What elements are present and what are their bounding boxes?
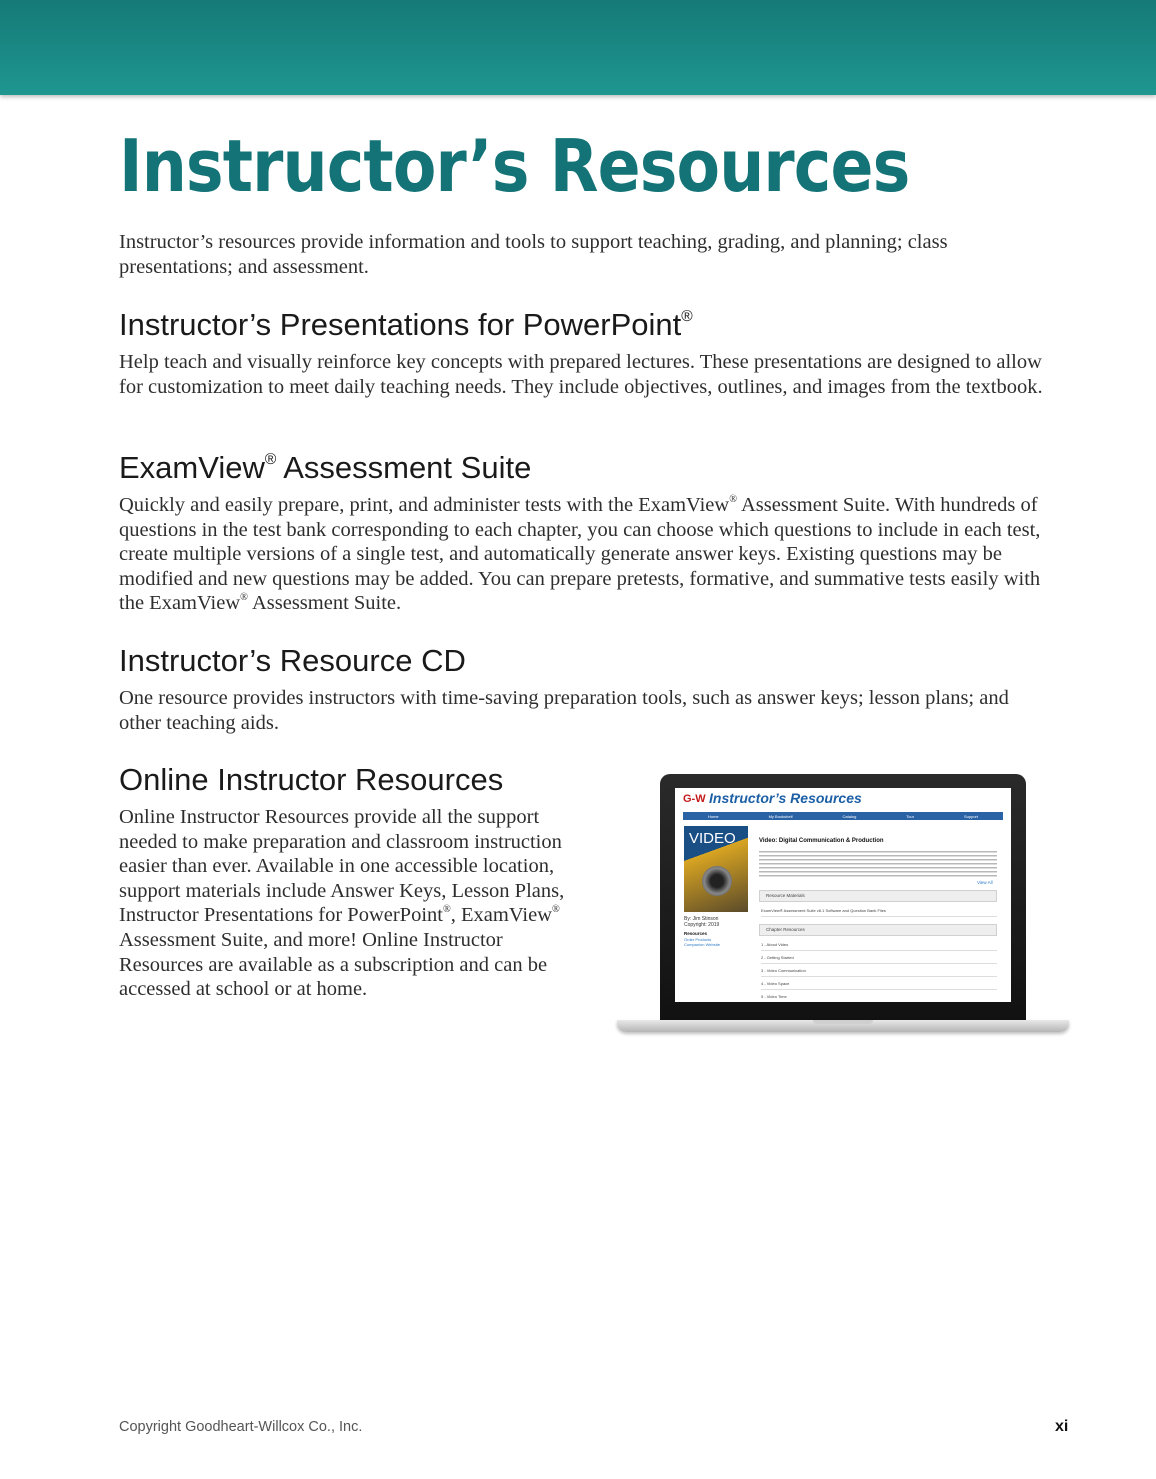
- page-number: xi: [1055, 1418, 1069, 1435]
- body-part: Assessment Suite.: [247, 592, 402, 615]
- site-title: Instructor’s Resources: [709, 790, 862, 806]
- registered-mark: ®: [552, 904, 560, 916]
- heading-text: Instructor’s Presentations for PowerPoint: [119, 307, 682, 342]
- chapter-row: [761, 966, 997, 977]
- camera-lens-graphic: [702, 866, 732, 896]
- page-title: Instructor’s Resources: [119, 124, 910, 208]
- body-part: , ExamView: [450, 904, 553, 927]
- chapter-row: [761, 979, 997, 990]
- laptop-lid: [660, 774, 1026, 1022]
- section-body-powerpoint: Help teach and visually reinforce key concepts with prepared lectures. These presentations are designed to allow for customization to meet daily teaching needs. They include objectives, outlines, and images from the textbook.: [119, 351, 1043, 398]
- section-heading-powerpoint: [119, 307, 693, 343]
- section-heading-examview: [119, 450, 531, 486]
- laptop-notch: [813, 1020, 873, 1024]
- gw-logo: G-W: [683, 793, 706, 805]
- row-label: 2 - Getting Started: [761, 955, 794, 960]
- book-title: Video: Digital Communication & Production: [759, 838, 884, 844]
- section-body-examview: [119, 493, 1059, 616]
- resource-link: Companion Website: [684, 942, 720, 947]
- registered-mark: ®: [264, 451, 277, 469]
- copyright-year: Copyright: 2019: [684, 922, 720, 928]
- nav-item: Support: [963, 813, 978, 819]
- body-part: Online Instructor Resources provide all the support needed to make preparation and classroom instruction easier than ever. Available in one accessible location, support materials include Answer Keys, Lesson Plans, Instructor Presentations for PowerPoint: [119, 806, 565, 927]
- registered-mark: ®: [240, 592, 248, 604]
- site-nav: [683, 812, 1003, 820]
- nav-item: Tour: [906, 813, 915, 819]
- resource-link: Order Products: [684, 937, 712, 942]
- bar-label: Chapter Resources: [766, 927, 805, 932]
- row-label: 5 - Video Time: [761, 994, 787, 999]
- chapter-row: [761, 940, 997, 951]
- book-description-lines: [759, 851, 997, 877]
- cover-title: VIDEO: [689, 830, 736, 847]
- row-label: 4 - Video Space: [761, 981, 790, 986]
- bar-label: Resource Materials: [766, 893, 805, 898]
- registered-mark: ®: [729, 493, 737, 505]
- author-text: By: Jim Stinson: [684, 916, 719, 922]
- laptop-screen: [675, 788, 1011, 1002]
- body-part: Assessment Suite. With hundreds of questions in the test bank corresponding to each chapter, you can choose which questions to include in each test, create multiple versions of a single test, and automatically generate answer keys. Existing questions may be modified and new questions may be added. You can prepare pretests, formative, and summative tests easily with the ExamView: [119, 494, 1041, 615]
- resource-materials-bar: [759, 890, 997, 902]
- heading-suffix: Assessment Suite: [276, 450, 532, 485]
- body-part: Quickly and easily prepare, print, and administer tests with the ExamView: [119, 494, 730, 516]
- registered-mark: ®: [681, 308, 693, 326]
- view-all-link: View All: [977, 880, 993, 885]
- registered-mark: ®: [442, 904, 451, 916]
- heading-prefix: ExamView: [119, 450, 265, 485]
- section-heading-resource-cd: Instructor’s Resource CD: [119, 643, 466, 678]
- nav-item: Catalog: [842, 813, 857, 819]
- row-label: 3 - Video Communication: [761, 968, 806, 973]
- resources-label: Resources: [684, 931, 708, 936]
- chapter-row: [761, 953, 997, 964]
- nav-item: My Bookshelf: [768, 813, 793, 819]
- section-body-online-resources: [119, 805, 579, 1002]
- resource-item: [761, 906, 997, 917]
- section-body-resource-cd: One resource provides instructors with time-saving preparation tools, such as answer keys; lesson plans; and other teaching aids.: [119, 687, 1009, 734]
- section-heading-online-resources: Online Instructor Resources: [119, 762, 504, 797]
- row-label: 1 - About Video: [761, 942, 789, 947]
- book-cover: [684, 826, 748, 912]
- laptop-illustration: [617, 774, 1069, 1036]
- row-label: ExamView® Assessment Suite v8.1 Software and Question Bank Files: [761, 908, 886, 913]
- chapter-resources-bar: [759, 924, 997, 936]
- chapter-row: [761, 992, 997, 1002]
- intro-paragraph: Instructor’s resources provide information and tools to support teaching, grading, and planning; class presentations; and assessment.: [119, 231, 948, 278]
- footer-copyright: Copyright Goodheart-Willcox Co., Inc.: [119, 1419, 363, 1435]
- header-band: [0, 0, 1156, 95]
- body-part: Assessment Suite, and more! Online Instructor Resources are available as a subscription and can be accessed at school or at home.: [119, 928, 548, 1001]
- nav-item: Home: [707, 813, 719, 819]
